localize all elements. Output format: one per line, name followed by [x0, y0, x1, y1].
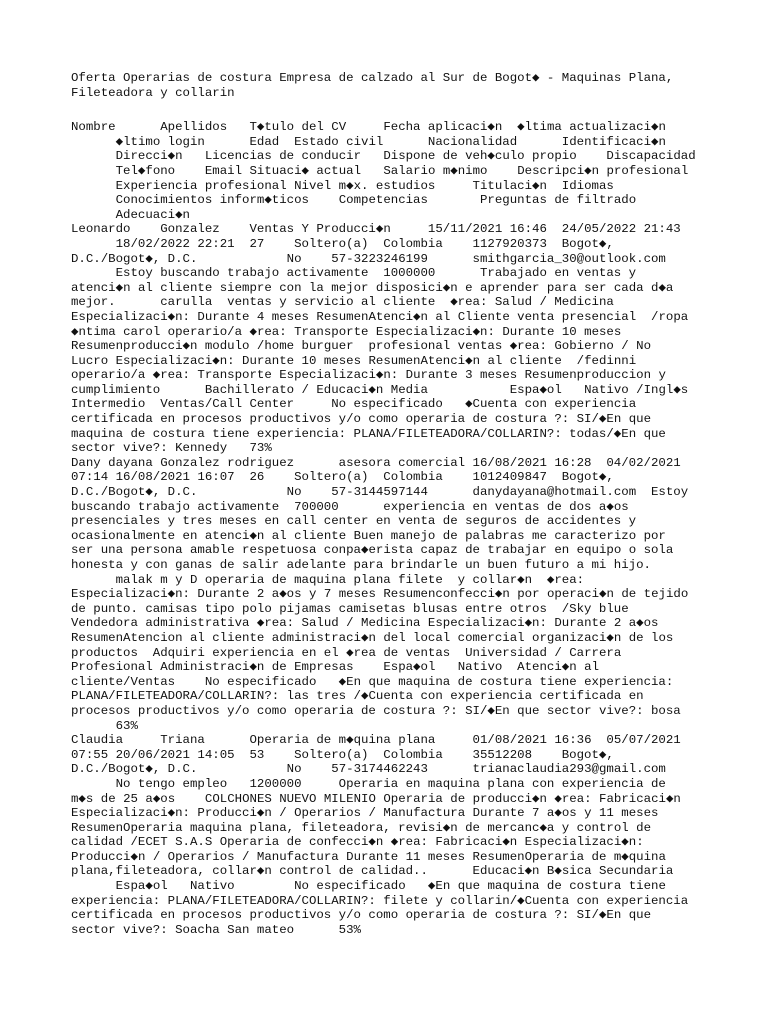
- body-line: productos Adquiri experiencia en el ◆rea de ventas Universidad / Carrera: [71, 645, 622, 660]
- body-line: 18/02/2022 22:21 27 Soltero(a) Colombia 1127920373 Bogot◆,: [71, 236, 614, 251]
- document-page: [71, 71, 711, 937]
- body-line: Especializaci◆n: Durante 2 a◆os y 7 meses Resumenconfecci◆n por operaci◆n de tejido: [71, 587, 689, 602]
- document-body: [71, 120, 711, 937]
- document-title: [71, 71, 711, 100]
- body-line: honesta y con ganas de salir adelante para brindarle un buen futuro a mi hijo.: [71, 558, 651, 572]
- body-line: Claudia Triana Operaria de m◆quina plana 01/08/2021 16:36 05/07/2021: [71, 733, 681, 748]
- body-line: Espa◆ol Nativo No especificado ◆En que maquina de costura tiene: [71, 879, 666, 894]
- body-line: ResumenAtencion al cliente administraci◆n del local comercial organizaci◆n de los: [71, 630, 674, 645]
- body-line: Profesional Administraci◆n de Empresas Espa◆ol Nativo Atenci◆n al: [71, 660, 599, 675]
- body-line: Dany dayana Gonzalez rodriguez asesora comercial 16/08/2021 16:28 04/02/2021: [71, 455, 681, 470]
- body-line: Estoy buscando trabajo activamente 1000000 Trabajado en ventas y: [71, 266, 637, 281]
- body-line: Leonardo Gonzalez Ventas Y Producci◆n 15/11/2021 16:46 24/05/2022 21:43: [71, 222, 681, 237]
- body-line: 07:14 16/08/2021 16:07 26 Soltero(a) Colombia 1012409847 Bogot◆,: [71, 470, 614, 485]
- body-line: operario/a ◆rea: Transporte Especializaci◆n: Durante 3 meses Resumenproduccion y: [71, 368, 666, 383]
- body-line: D.C./Bogot◆, D.C. No 57-3144597144 danydayana@hotmail.com Estoy: [71, 485, 689, 500]
- body-line: Lucro Especializaci◆n: Durante 10 meses ResumenAtenci◆n al cliente /fedinni: [71, 353, 637, 368]
- body-line: calidad /ECET S.A.S Operaria de confecci◆n ◆rea: Fabricaci◆n Especializaci◆n:: [71, 835, 644, 850]
- body-line: buscando trabajo activamente 700000 experiencia en ventas de dos a◆os: [71, 499, 629, 514]
- body-line: No tengo empleo 1200000 Operaria en maquina plana con experiencia de: [71, 776, 666, 791]
- body-line: PLANA/FILETEADORA/COLLARIN?: las tres /◆Cuenta con experiencia certificada en: [71, 689, 644, 704]
- body-line: Direcci◆n Licencias de conducir Dispone de veh◆culo propio Discapacidad: [71, 149, 696, 164]
- body-line: cumplimiento Bachillerato / Educaci◆n Media Espa◆ol Nativo /Ingl◆s: [71, 382, 689, 397]
- body-line: Nombre Apellidos T◆tulo del CV Fecha aplicaci◆n ◆ltima actualizaci◆n: [71, 120, 666, 135]
- title-line: Oferta Operarias de costura Empresa de calzado al Sur de Bogot◆ - Maquinas Plana,: [71, 71, 674, 85]
- body-line: Tel◆fono Email Situaci◆ actual Salario m◆nimo Descripci◆n profesional: [71, 163, 689, 178]
- body-line: Resumenproducci◆n modulo /home burguer profesional ventas ◆rea: Gobierno / No: [71, 339, 652, 354]
- body-line: experiencia: PLANA/FILETEADORA/COLLARIN?: filete y collarin/◆Cuenta con experiencia: [71, 893, 689, 908]
- body-line: Adecuaci◆n: [71, 207, 190, 222]
- body-line: certificada en procesos productivos y/o como operaria de costura ?: SI/◆En que: [71, 412, 652, 427]
- body-line: Experiencia profesional Nivel m◆x. estudios Titulaci◆n Idiomas: [71, 178, 614, 193]
- body-line: maquina de costura tiene experiencia: PLANA/FILETEADORA/COLLARIN?: todas/◆En que: [71, 426, 666, 441]
- body-line: ResumenOperaria maquina plana, fileteadora, revisi◆n de mercanc◆a y control de: [71, 820, 652, 835]
- body-line: ◆ntima carol operario/a ◆rea: Transporte Especializaci◆n: Durante 10 meses: [71, 324, 622, 339]
- body-line: Conocimientos inform◆ticos Competencias Preguntas de filtrado: [71, 193, 637, 208]
- body-line: sector vive?: Kennedy 73%: [71, 441, 272, 456]
- body-line: presenciales y tres meses en call center en venta de seguros de accidentes y: [71, 514, 637, 529]
- body-line: cliente/Ventas No especificado ◆En que maquina de costura tiene experiencia:: [71, 674, 674, 689]
- body-line: 63%: [71, 718, 138, 733]
- body-line: ser una persona amable respetuosa conpa◆erista capaz de trabajar en equipo o sola: [71, 543, 674, 558]
- body-line: malak m y D operaria de maquina plana filete y collar◆n ◆rea:: [71, 572, 585, 587]
- body-line: Producci◆n / Operarios / Manufactura Durante 11 meses ResumenOperaria de m◆quina: [71, 849, 666, 864]
- body-line: sector vive?: Soacha San mateo 53%: [71, 922, 361, 937]
- body-line: mejor. carulla ventas y servicio al cliente ◆rea: Salud / Medicina: [71, 295, 614, 310]
- body-line: Especializaci◆n: Durante 4 meses ResumenAtenci◆n al Cliente venta presencial /ropa: [71, 309, 689, 324]
- body-line: atenci◆n al cliente siempre con la mejor disposici◆n e aprender para ser cada d◆a: [71, 280, 674, 295]
- title-line: Fileteadora y collarin: [71, 85, 235, 100]
- body-line: procesos productivos y/o como operaria de costura ?: SI/◆En que sector vive?: bosa: [71, 703, 681, 718]
- body-line: plana,fileteadora, collar◆n control de calidad.. Educaci◆n B◆sica Secundaria: [71, 864, 674, 879]
- body-line: Vendedora administrativa ◆rea: Salud / Medicina Especializaci◆n: Durante 2 a◆os: [71, 616, 659, 631]
- body-line: D.C./Bogot◆, D.C. No 57-3174462243 trianaclaudia293@gmail.com: [71, 762, 666, 777]
- body-line: Especializaci◆n: Producci◆n / Operarios / Manufactura Durante 7 a◆os y 11 meses: [71, 806, 659, 821]
- body-line: certificada en procesos productivos y/o como operaria de costura ?: SI/◆En que: [71, 908, 652, 923]
- body-line: D.C./Bogot◆, D.C. No 57-3223246199 smithgarcia_30@outlook.com: [71, 251, 666, 266]
- body-line: de punto. camisas tipo polo pijamas camisetas blusas entre otros /Sky blue: [71, 601, 629, 616]
- body-line: Intermedio Ventas/Call Center No especificado ◆Cuenta con experiencia: [71, 397, 637, 412]
- body-line: m◆s de 25 a◆os COLCHONES NUEVO MILENIO Operaria de producci◆n ◆rea: Fabricaci◆n: [71, 791, 681, 806]
- body-line: ◆ltimo login Edad Estado civil Nacionalidad Identificaci◆n: [71, 134, 666, 149]
- body-line: 07:55 20/06/2021 14:05 53 Soltero(a) Colombia 35512208 Bogot◆,: [71, 747, 614, 762]
- body-line: ocasionalmente en atenci◆n al cliente Buen manejo de palabras me caracterizo por: [71, 528, 666, 543]
